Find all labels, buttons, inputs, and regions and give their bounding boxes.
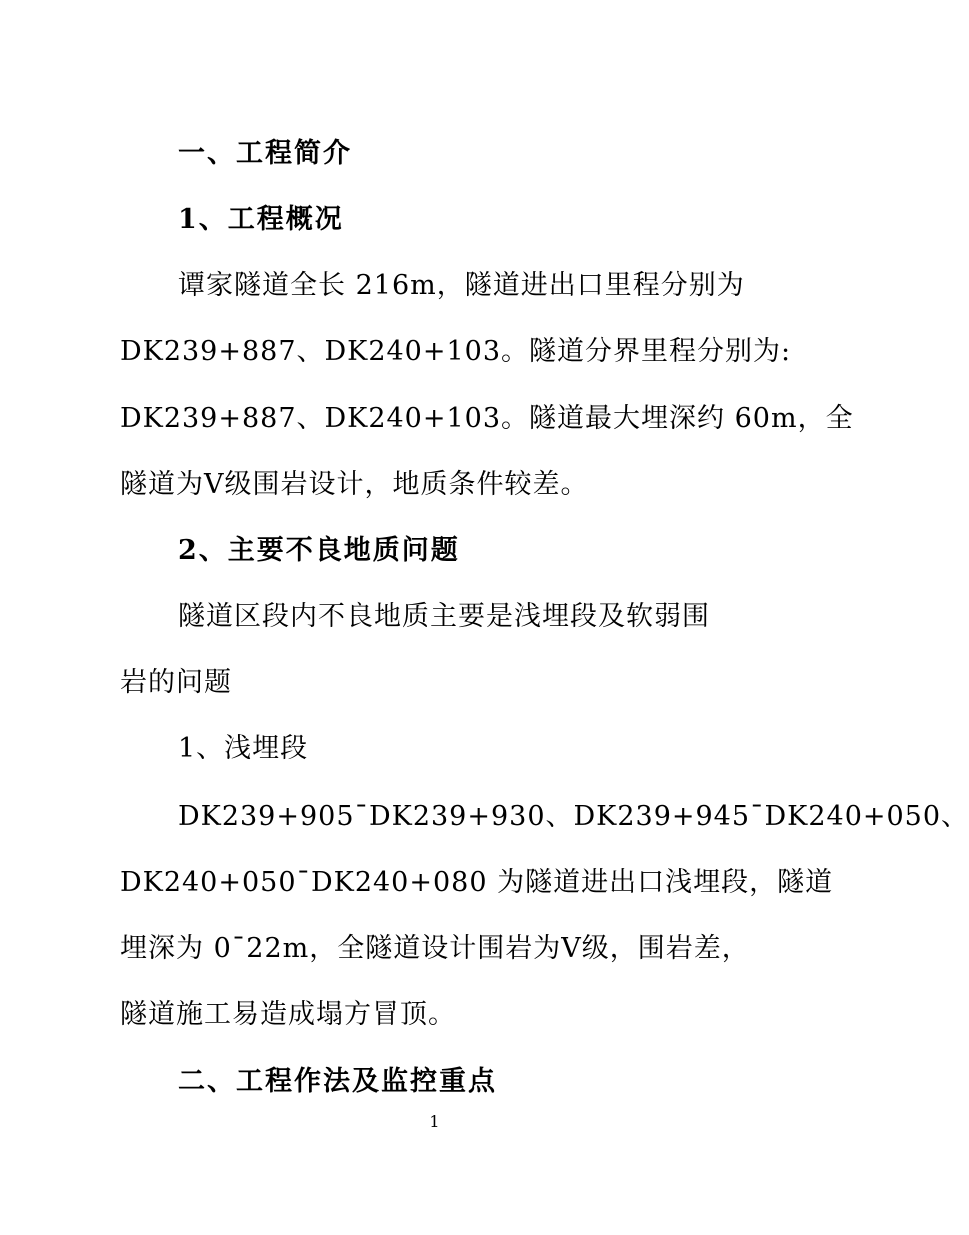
shallow-section-line: DK240+050¯DK240+080 为隧道进出口浅埋段，隧道 (120, 867, 834, 898)
geology-line: 岩的问题 (120, 667, 232, 698)
overview-line: DK239+887、DK240+103。隧道最大埋深约 60m，全 (120, 403, 854, 434)
section-heading-methods-monitoring: 二、工程作法及监控重点 (178, 1066, 497, 1097)
shallow-section-line: DK239+905¯DK239+930、DK239+945¯DK240+050、 (178, 801, 969, 832)
overview-line: 谭家隧道全长 216m，隧道进出口里程分别为 (178, 270, 745, 301)
subsection-heading-project-overview: 1、工程概况 (178, 204, 344, 235)
geology-line: 隧道区段内不良地质主要是浅埋段及软弱围 (178, 601, 710, 632)
section-heading-project-intro: 一、工程简介 (178, 138, 352, 169)
shallow-section-line: 隧道施工易造成塌方冒顶。 (120, 999, 456, 1030)
overview-line: 隧道为Ⅴ级围岩设计，地质条件较差。 (120, 469, 589, 500)
overview-line: DK239+887、DK240+103。隧道分界里程分别为: (120, 336, 792, 367)
subsection-heading-geology-issues: 2、主要不良地质问题 (178, 535, 460, 566)
item-heading-shallow-section: 1、浅埋段 (178, 733, 309, 764)
page-number: 1 (429, 1112, 440, 1131)
shallow-section-line: 埋深为 0¯22m，全隧道设计围岩为Ⅴ级，围岩差， (120, 933, 750, 964)
